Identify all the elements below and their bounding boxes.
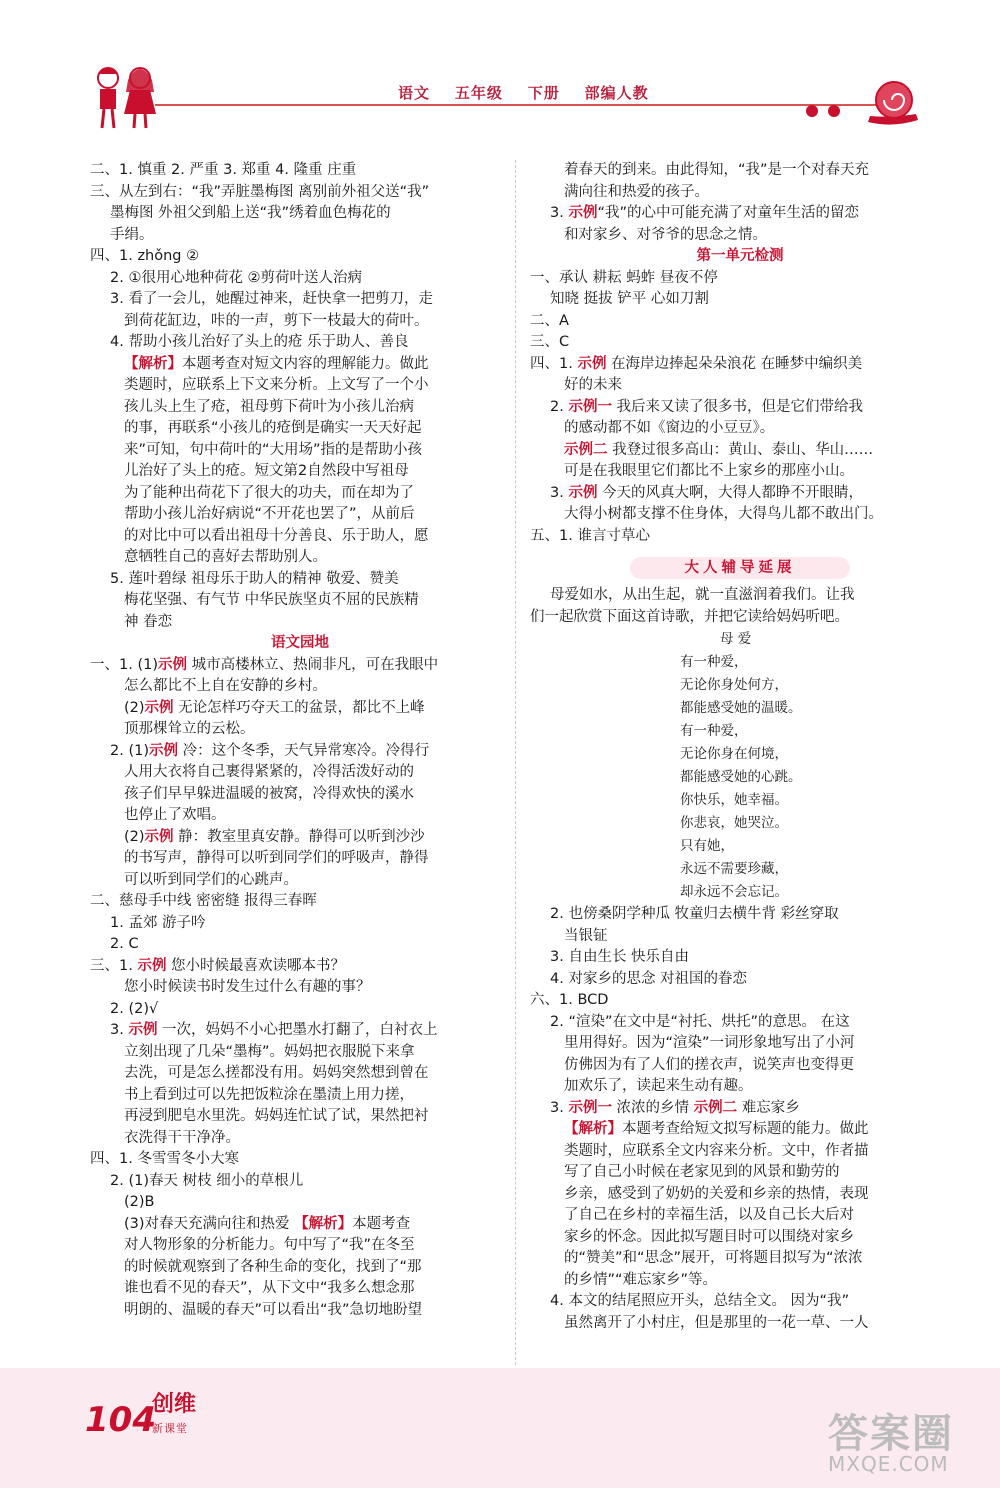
line-text: 写了自己小时候在老家见到的风景和勤劳的: [564, 1164, 840, 1180]
answer-line: [90, 418, 510, 440]
line-text: 怎么都比不上自在安静的乡村。: [124, 678, 327, 694]
line-text: 2. (2)√: [110, 1000, 159, 1017]
answer-column-left: [90, 160, 510, 1321]
poem-line: [530, 766, 950, 789]
dot-icon: [806, 105, 818, 117]
line-text: 四、1. 冬雪雪冬小大寒: [90, 1151, 239, 1167]
answer-line: [90, 956, 510, 978]
answer-line: [530, 1098, 950, 1120]
line-text: 都能感受她的温暖。: [680, 700, 802, 716]
line-text: 您小时候读书时发生过什么有趣的事？: [124, 979, 371, 995]
answer-line: [530, 1270, 950, 1292]
line-text: 的事，再联系“小孩儿的疮倒是确实一天天好起: [124, 420, 422, 436]
line-text: 2. ①很用心地种荷花 ②剪荷叶送人治病: [110, 269, 363, 286]
answer-line: [90, 1085, 510, 1107]
line-text: 都能感受她的心跳。: [680, 769, 802, 785]
children-illustration-icon: [80, 62, 170, 134]
answer-line: [90, 1278, 510, 1300]
poem-line: [530, 789, 950, 812]
answer-line: [530, 182, 950, 204]
line-text: 四、1.: [530, 355, 578, 372]
column-divider: [515, 160, 516, 1365]
line-text: 大得小树都支撑不住身体，大得鸟儿都不敢出门。: [564, 506, 883, 522]
line-text: 知晓 挺拔 铲平 心如刀割: [550, 291, 709, 307]
line-text: 加欢乐了，读起来生动有趣。: [564, 1078, 753, 1094]
poem-line: [530, 858, 950, 881]
answer-line: [90, 203, 510, 225]
line-text: 二、慈母手中线 密密缝 报得三春晖: [90, 893, 317, 909]
line-text: 二、1. 慎重 2. 严重 3. 郑重 4. 隆重 庄重: [90, 162, 357, 178]
answer-line: [530, 585, 950, 607]
answer-line: [90, 225, 510, 247]
line-text: 1. 孟郊 游子吟: [110, 914, 206, 931]
line-text: 我后来又读了很多书，但是它们带给我: [611, 398, 864, 415]
line-text: (3)对春天充满向往和热爱: [124, 1215, 295, 1232]
answer-line: [90, 762, 510, 784]
line-text: 一次，妈妈不小心把墨水打翻了，白衬衣上: [157, 1022, 438, 1038]
line-text: 3.: [550, 205, 569, 221]
line-text: 乡亲，感受到了奶奶的关爱和乡亲的热情，表现: [564, 1185, 869, 1202]
line-text: 3. 看了一会儿，她醒过神来，赶快拿一把剪刀，走: [110, 291, 433, 307]
answer-line: [90, 934, 510, 956]
answer-line: [90, 1042, 510, 1064]
answer-line: [530, 354, 950, 376]
line-text: 只有她，: [680, 838, 734, 854]
answer-line: [90, 784, 510, 806]
answer-line: [90, 461, 510, 483]
answer-line: [90, 1128, 510, 1150]
line-text: 2.: [550, 398, 569, 415]
page-header: [0, 0, 1000, 150]
answer-line: [530, 1119, 950, 1141]
answer-column-right: [530, 160, 950, 1334]
line-text: 的感动都不如《窗边的小豆豆》。: [564, 420, 775, 436]
answer-line: [530, 418, 950, 440]
answer-line: [90, 1171, 510, 1193]
line-text: 儿治好了头上的疮。短文第2自然段中写祖母: [124, 463, 409, 479]
line-text: 的书写声，静得可以听到同学们的呼吸声，静得: [124, 850, 429, 866]
poem-line: [530, 743, 950, 766]
line-text: 三、C: [530, 334, 570, 350]
answer-line: [530, 990, 950, 1012]
answer-line: [530, 1141, 950, 1163]
line-text: 无论怎样巧夺天工的盆景，都比不上峰: [173, 699, 425, 716]
answer-line: [90, 547, 510, 569]
line-text: 浓浓的乡情: [611, 1099, 694, 1116]
answer-line: [90, 805, 510, 827]
line-text: 我登过很多高山：黄山、泰山、华山……: [607, 441, 874, 458]
answer-line: [530, 225, 950, 247]
tag-label: 【解析】: [564, 1121, 622, 1137]
answer-line: [90, 504, 510, 526]
answer-line: [530, 461, 950, 483]
answer-line: [90, 1257, 510, 1279]
line-text: 当银钲: [564, 927, 608, 944]
line-text: 大人辅导延展: [684, 560, 796, 576]
line-text: 类题时，应联系全文内容来分析。文中，作者描: [564, 1142, 869, 1159]
line-text: 在海岸边捧起朵朵浪花 在睡梦中编织美: [606, 355, 863, 372]
line-text: 有一种爱，: [680, 654, 748, 670]
answer-line: [90, 1235, 510, 1257]
line-text: 2. C: [110, 936, 139, 952]
answer-line: [90, 332, 510, 354]
line-text: 却永远不会忘记。: [680, 884, 788, 900]
answer-line: [90, 1149, 510, 1171]
line-text: 第一单元检测: [696, 248, 784, 264]
line-text: 的“赞美”和“思念”展开，可将题目拟写为“浓浓: [564, 1250, 863, 1266]
ex-label: 示例二: [564, 441, 608, 458]
line-text: 帮助小孩儿治好病说“不开花也罢了”，从前后: [124, 506, 415, 522]
line-text: “我”的心中可能充满了对童年生活的留恋: [597, 205, 859, 221]
brand-logo: 创维: [152, 1392, 197, 1417]
answer-line: [530, 311, 950, 333]
answer-line: [90, 1300, 510, 1322]
answer-line: [530, 1291, 950, 1313]
answer-line: [90, 440, 510, 462]
answer-line: [90, 160, 510, 182]
ex-label: 示例一: [568, 398, 612, 415]
line-text: 今天的风真大啊，大得人都睁不开眼睛，: [597, 484, 864, 501]
poem-line: [530, 881, 950, 904]
answer-line: [530, 160, 950, 182]
line-text: 的时候就观察到了各种生命的变化，找到了“那: [124, 1258, 422, 1275]
answer-line: [90, 246, 510, 268]
ex-label: 示例: [128, 1022, 158, 1038]
line-text: 3.: [550, 1099, 569, 1116]
poem-line: [530, 812, 950, 835]
line-text: 2. 也傍桑阴学种瓜 牧童归去横牛背 彩丝穿取: [550, 906, 839, 922]
line-text: 到荷花缸边，咔的一声，剪下一枝最大的荷叶。: [124, 312, 429, 329]
answer-line: [530, 947, 950, 969]
answer-line: [90, 311, 510, 333]
line-text: 5. 莲叶碧绿 祖母乐于助人的精神 敬爱、赞美: [110, 570, 399, 587]
line-text: 为了能种出荷花下了很大的功夫，而在却为了: [124, 484, 414, 501]
line-text: 4. 本文的结尾照应开头，总结全文。 因为“我”: [550, 1293, 850, 1309]
line-text: 城市高楼林立、热闹非凡，可在我眼中: [186, 656, 439, 673]
ex-label: 示例: [137, 957, 167, 974]
section-heading: [90, 633, 510, 655]
line-text: 三、1.: [90, 957, 138, 974]
answer-line: [90, 827, 510, 849]
line-text: 静：教室里真安静。静得可以听到沙沙: [173, 828, 425, 845]
answer-line: [530, 1033, 950, 1055]
poem-line: [530, 697, 950, 720]
answer-line: [530, 504, 950, 526]
line-text: 本题考查: [352, 1215, 411, 1232]
line-text: 梅花坚强、有气节 中华民族坚贞不屈的民族精: [124, 592, 419, 608]
answer-line: [530, 969, 950, 991]
line-text: 你快乐，她幸福。: [680, 792, 788, 808]
line-text: 立刻出现了几朵“墨梅”。妈妈把衣服脱下来拿: [124, 1043, 415, 1060]
line-text: 无论你身处何方，: [680, 677, 788, 693]
dot-icon: [828, 105, 840, 117]
ex-label: 示例: [144, 699, 174, 716]
line-text: 二、A: [530, 312, 569, 329]
line-text: 再浸到肥皂水里洗。妈妈连忙试了试，果然把衬: [124, 1108, 429, 1124]
line-text: 2. (1): [110, 742, 149, 759]
line-text: 三、从左到右：“我”弄脏墨梅图 离别前外祖父送“我”: [90, 183, 430, 200]
line-text: 去洗，可是怎么搓都没有用。妈妈突然想到曾在: [124, 1065, 429, 1081]
answer-line: [530, 1162, 950, 1184]
ex-label: 示例: [144, 828, 174, 845]
line-text: 们一起欣赏下面这首诗歌，并把它读给妈妈听吧。: [530, 608, 849, 625]
line-text: 4. 帮助小孩儿治好了头上的疮 乐于助人、善良: [110, 334, 409, 350]
line-text: 你悲哀，她哭泣。: [680, 815, 788, 831]
line-text: 可以听到同学们的心跳声。: [124, 871, 298, 888]
line-text: 和对家乡、对爷爷的思念之情。: [564, 226, 767, 243]
line-text: 一、承认 耕耘 蚂蚱 昼夜不停: [530, 269, 718, 286]
answer-line: [530, 203, 950, 225]
ex-label: 示例: [568, 484, 598, 501]
poem-line: [530, 674, 950, 697]
answer-line: [90, 977, 510, 999]
line-text: 了自己在乡村的幸福生活，以及自己长大后对: [564, 1207, 854, 1223]
line-text: 虽然离开了小村庄，但是那里的一花一草、一人: [564, 1314, 869, 1331]
line-text: 好的未来: [564, 377, 622, 393]
answer-line: [530, 926, 950, 948]
page-header-title: 语文 五年级 下册 部编人教: [398, 84, 649, 102]
answer-line: [90, 375, 510, 397]
answer-line: [90, 1020, 510, 1042]
line-text: 3.: [550, 484, 569, 501]
line-text: 也停止了欢唱。: [124, 807, 226, 823]
answer-line: [90, 182, 510, 204]
answer-line: [90, 848, 510, 870]
answer-line: [530, 483, 950, 505]
line-text: 对人物形象的分析能力。句中写了“我”在冬至: [124, 1237, 415, 1253]
answer-line: [530, 526, 950, 548]
answer-line: [90, 719, 510, 741]
line-text: 的乡情”“难忘家乡”等。: [564, 1271, 718, 1288]
ex-label: 示例二: [693, 1099, 738, 1116]
line-text: 有一种爱，: [680, 723, 748, 739]
answer-line: [90, 268, 510, 290]
line-text: 衣洗得干干净净。: [124, 1129, 240, 1146]
line-text: 难忘家乡: [737, 1099, 800, 1116]
ex-label: 示例: [157, 656, 187, 673]
line-text: 的对比中可以看出祖母十分善良、乐于助人，愿: [124, 527, 429, 544]
answer-line: [90, 655, 510, 677]
brand-subtitle: 新课堂: [152, 1422, 188, 1435]
answer-line: [90, 1192, 510, 1214]
answer-line: [90, 590, 510, 612]
answer-line: [90, 741, 510, 763]
answer-line: [530, 397, 950, 419]
answer-line: [90, 569, 510, 591]
ex-label: 示例: [568, 205, 598, 221]
line-text: 手绢。: [110, 226, 154, 243]
line-text: 3.: [110, 1022, 129, 1038]
answer-line: [90, 870, 510, 892]
line-text: 神 眷恋: [124, 613, 173, 630]
page-number: 104: [85, 1400, 156, 1440]
line-text: 冷：这个冬季，天气异常寒冷。冷得行: [177, 742, 430, 759]
tag-label: 【解析】: [124, 355, 182, 372]
line-text: 着春天的到来。由此得知，“我”是一个对春天充: [564, 162, 870, 178]
line-text: (2): [124, 828, 145, 845]
header-rule: [155, 104, 900, 106]
line-text: 母爱如水，从出生起，就一直滋润着我们。让我: [550, 587, 855, 603]
answer-line: [530, 375, 950, 397]
line-text: 书上看到过可以先把饭粒涂在墨渍上用力搓，: [124, 1086, 414, 1103]
answer-line: [530, 1248, 950, 1270]
extension-banner: [630, 557, 850, 579]
line-text: 一、1. (1): [90, 656, 158, 673]
line-text: 里用得好。因为“渲染”一词形象地写出了小河: [564, 1035, 855, 1051]
answer-line: [90, 1214, 510, 1236]
answer-line: [530, 268, 950, 290]
decorative-dots: [806, 102, 845, 121]
answer-line: [90, 891, 510, 913]
line-text: 意牺牲自己的喜好去帮助别人。: [124, 549, 327, 565]
line-text: 顶那棵耸立的云松。: [124, 721, 255, 737]
answer-line: [90, 676, 510, 698]
answer-line: [530, 289, 950, 311]
line-text: 您小时候最喜欢读哪本书？: [166, 957, 346, 974]
answer-line: [530, 1313, 950, 1335]
answer-line: [90, 483, 510, 505]
section-heading: [530, 246, 950, 268]
line-text: 永远不需要珍藏，: [680, 861, 788, 877]
line-text: 母 爱: [720, 631, 752, 647]
poem-line: [530, 835, 950, 858]
line-text: 来”可知，句中荷叶的“大用场”指的是帮助小孩: [124, 441, 423, 458]
answer-line: [530, 1227, 950, 1249]
line-text: 明朗的、温暖的春天”可以看出“我”急切地盼望: [124, 1301, 423, 1318]
line-text: 六、1. BCD: [530, 992, 609, 1008]
answer-line: [90, 999, 510, 1021]
answer-line: [90, 1106, 510, 1128]
answer-line: [530, 1055, 950, 1077]
answer-line: [90, 913, 510, 935]
line-text: 本题考查对短文内容的理解能力。做此: [182, 355, 429, 372]
answer-line: [90, 354, 510, 376]
answer-line: [530, 904, 950, 926]
answer-line: [530, 332, 950, 354]
poem-line: [530, 720, 950, 743]
line-text: 孩子们早早躲进温暖的被窝，冷得欢快的溪水: [124, 785, 414, 802]
line-text: 五、1. 谁言寸草心: [530, 527, 650, 544]
answer-line: [90, 698, 510, 720]
line-text: 可是在我眼里它们都比不上家乡的那座小山。: [564, 463, 854, 479]
poem-line: [530, 651, 950, 674]
watermark-url: MXQE.COM: [828, 1452, 949, 1476]
line-text: 家乡的怀念。因此拟写题目时可以围绕对家乡: [564, 1228, 854, 1245]
answer-line: [530, 1076, 950, 1098]
line-text: 2. “渲染”在文中是“衬托、烘托”的意思。 在这: [550, 1013, 850, 1030]
snail-illustration-icon: [862, 74, 922, 128]
answer-line: [90, 612, 510, 634]
line-text: 谁也看不见的春天”，从下文中“我多么想念那: [124, 1280, 415, 1296]
answer-line: [530, 607, 950, 629]
answer-line: [530, 1205, 950, 1227]
line-text: 墨梅图 外祖父到船上送“我”绣着血色梅花的: [110, 205, 391, 221]
answer-line: [90, 526, 510, 548]
line-text: 四、1. zhǒng ②: [90, 248, 200, 264]
line-text: 孩儿头上生了疮，祖母剪下荷叶为小孩儿治病: [124, 398, 414, 415]
line-text: 4. 对家乡的思念 对祖国的眷恋: [550, 970, 748, 987]
watermark-logo: 答案圈: [828, 1411, 954, 1457]
answer-line: [90, 1063, 510, 1085]
answer-line: [90, 397, 510, 419]
line-text: 语文园地: [271, 635, 329, 651]
answer-line: [530, 440, 950, 462]
line-text: 满向往和热爱的孩子。: [564, 183, 709, 200]
line-text: 3. 自由生长 快乐自由: [550, 949, 690, 965]
line-text: (2)B: [124, 1194, 155, 1210]
line-text: 无论你身在何境，: [680, 746, 788, 762]
poem-line: [530, 628, 950, 651]
line-text: 类题时，应联系上下文来分析。上文写了一个小: [124, 377, 429, 393]
ex-label: 示例一: [568, 1099, 612, 1116]
ex-label: 示例: [148, 742, 178, 759]
answer-line: [90, 289, 510, 311]
line-text: (2): [124, 699, 145, 716]
line-text: 人用大衣将自己裹得紧紧的，冷得活泼好动的: [124, 764, 414, 780]
ex-label: 示例: [577, 355, 607, 372]
tag-label: 【解析】: [294, 1215, 353, 1232]
line-text: 仿佛因为有了人们的搓衣声，说笑声也变得更: [564, 1056, 854, 1073]
line-text: 本题考查给短文拟写标题的能力。做此: [622, 1121, 869, 1137]
answer-line: [530, 1012, 950, 1034]
answer-line: [530, 1184, 950, 1206]
line-text: 2. (1)春天 树枝 细小的草根儿: [110, 1172, 304, 1189]
